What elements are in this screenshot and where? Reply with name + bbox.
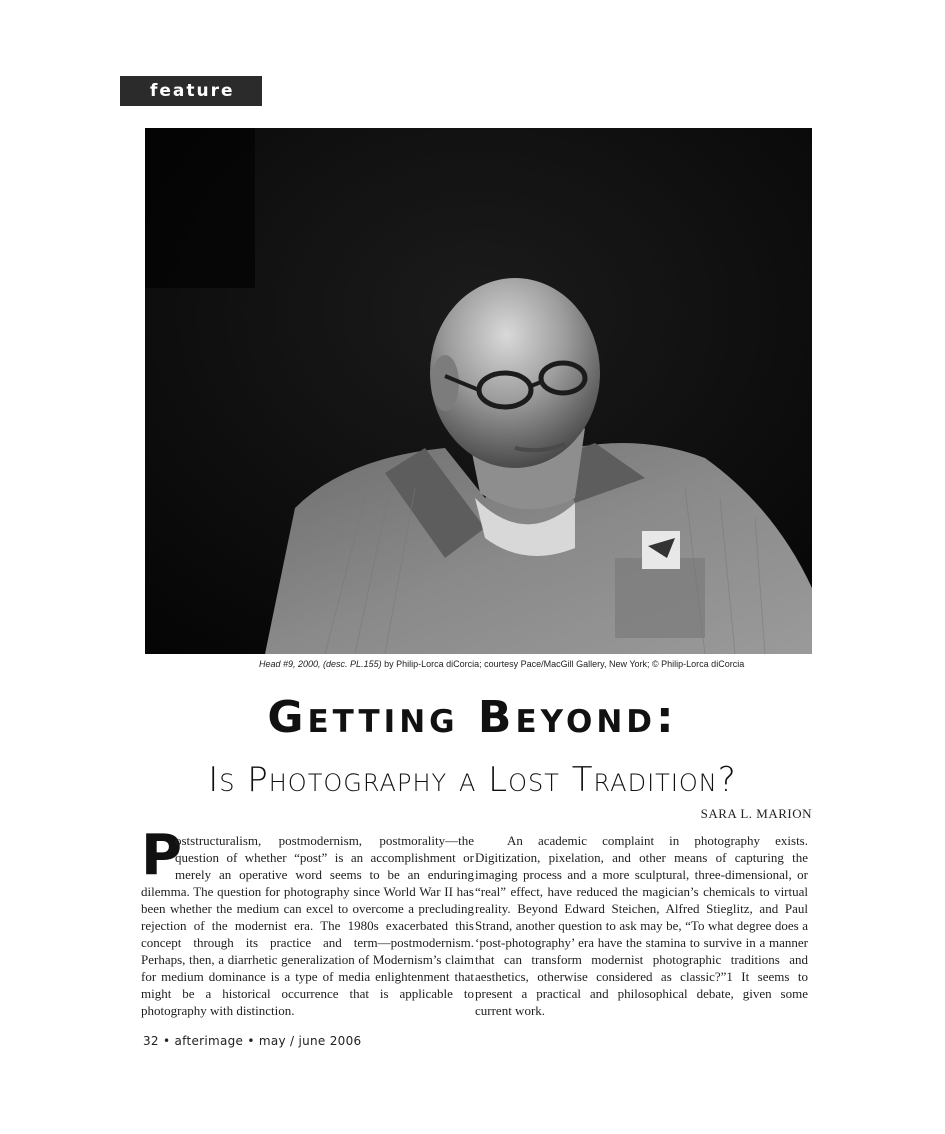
page-folio: 32 • afterimage • may / june 2006 xyxy=(143,1034,362,1048)
column-right-text: An academic complaint in photography exists. Digitization, pixelation, and other means of capturing the imaging process and a more sculptural, three-dimensional, or “real” effect, have reduced the magician’s chemicals to virtual reality. Beyond Edward Steichen, Alfred Stieglitz, and Paul Strand, another question to ask may be, “To what degree does a ‘post-photography’ era have the stamina to survive in a manner that can transform modernist photographic traditions and aesthetics, otherwise considered as classic?”1 It seems to present a practical and philosophical debate, given some current work. xyxy=(475,833,808,1018)
article-column-left xyxy=(141,823,474,1019)
article-subtitle: Is Photography a Lost Tradition? xyxy=(208,760,737,800)
section-tag: feature xyxy=(120,76,262,106)
feature-photo xyxy=(145,128,812,654)
article-title: Getting Beyond: xyxy=(267,692,678,743)
caption-credit: by Philip-Lorca diCorcia; courtesy Pace/MacGill Gallery, New York; © Philip-Lorca diCorcia xyxy=(381,659,745,669)
photo-caption xyxy=(259,659,799,670)
caption-work-title: Head #9, 2000, (desc. PL.155) xyxy=(259,659,382,669)
column-left-text: oststructuralism, postmodernism, postmorality—the question of whether “post” is an accomplishment or merely an operative word seems to be an enduring dilemma. The question for photography since World War II has been whether the medium can excel to overcome a precluding rejection of the modernist era. The 1980s exacerbated this concept through its practice and term—postmodernism. Perhaps, then, a diarrhetic generalization of Modernism’s claim for medium dominance is a type of media enlightenment that might be a historical occurrence that is applicable to photography with distinction. xyxy=(141,833,474,1018)
drop-cap: P xyxy=(141,823,183,888)
portrait-image xyxy=(145,128,812,654)
article-column-right xyxy=(475,832,808,1019)
author-byline: SARA L. MARION xyxy=(700,806,812,821)
